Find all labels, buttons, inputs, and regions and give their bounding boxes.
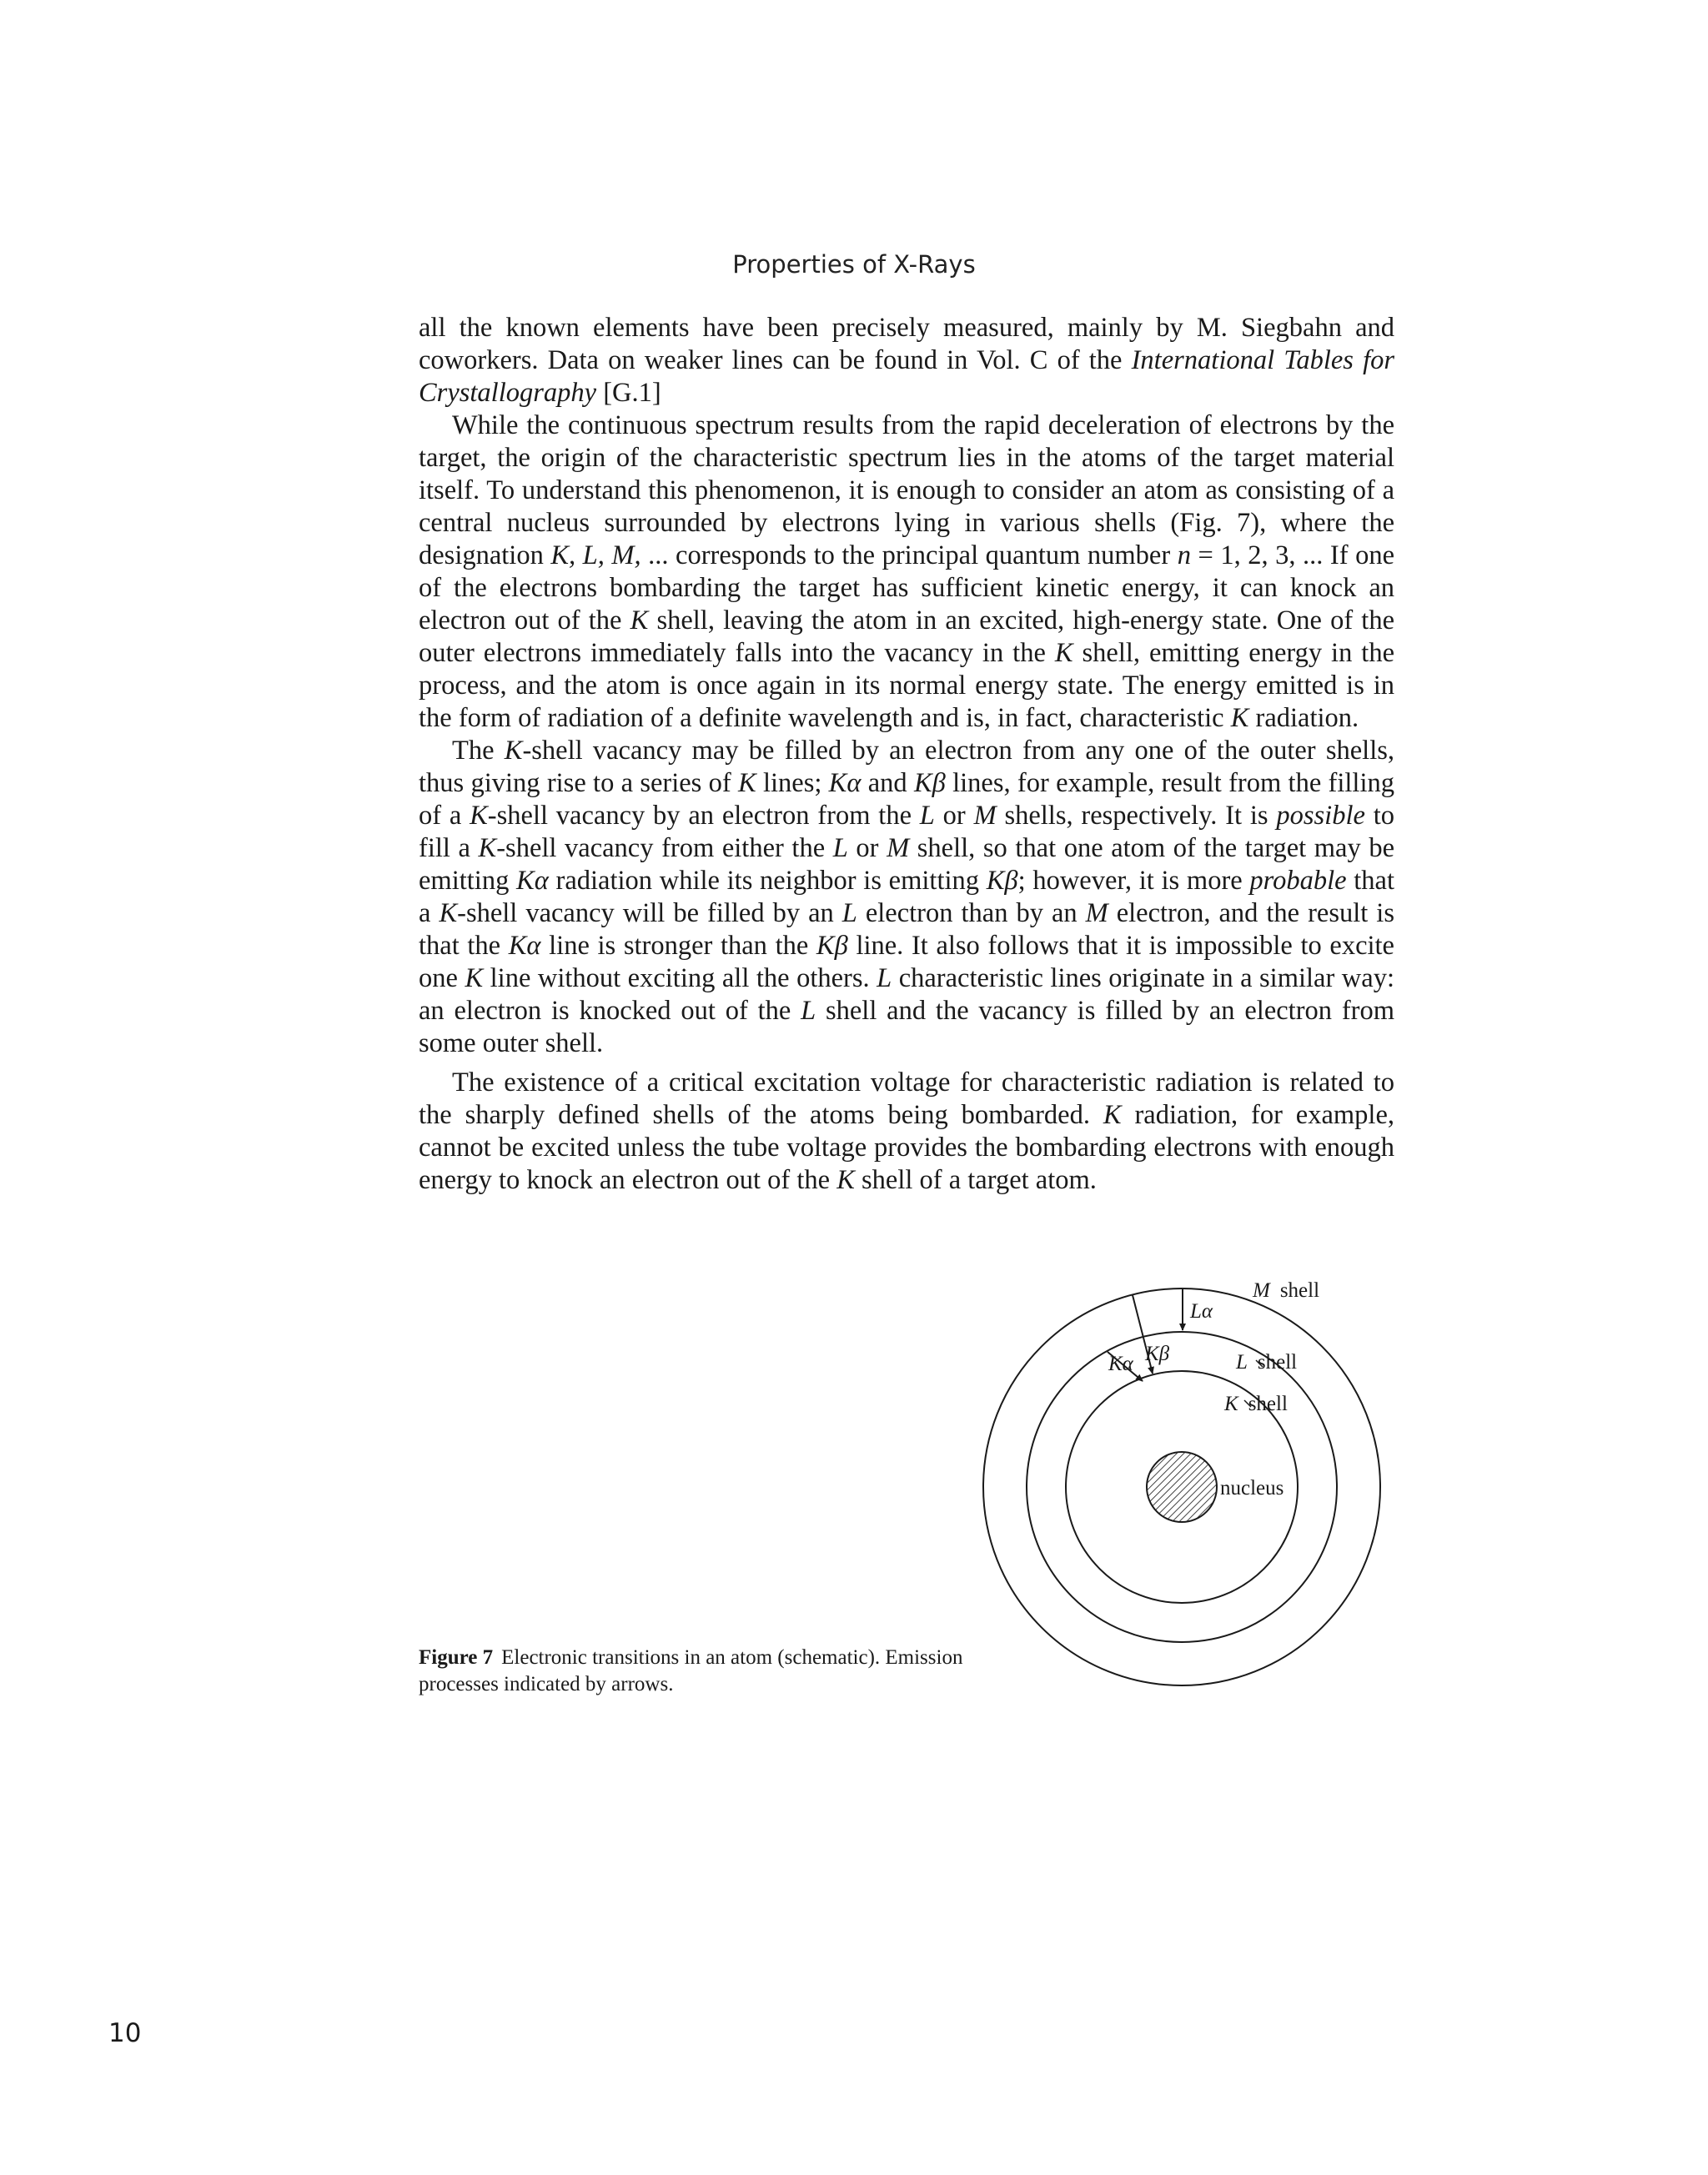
- italic-span: K: [1054, 638, 1073, 668]
- italic-span: Kα: [828, 768, 862, 798]
- italic-span: Kβ: [913, 768, 946, 798]
- paragraph-2: [419, 409, 1394, 735]
- text-span: -shell vacancy from either the: [496, 833, 833, 863]
- atom-diagram: [976, 1272, 1409, 1705]
- text-span: The existence of a critical excitation voltage for characteristic radiation is related to the sharply defined shells of the atoms being bombarded.: [419, 1067, 1394, 1130]
- italic-span: Kβ: [986, 866, 1018, 896]
- text-span: shells, respectively. It is: [996, 801, 1277, 831]
- italic-span: K: [439, 898, 458, 928]
- italic-span: Kα: [516, 866, 549, 896]
- text-span: The: [452, 736, 505, 766]
- text-span: -shell vacancy may be filled by an electron from any one of the outer shells, thus giving rise to a series of: [419, 736, 1395, 798]
- text-span: shell of a target atom.: [854, 1165, 1097, 1195]
- italic-span: n: [1177, 540, 1191, 570]
- figure-caption: [419, 1645, 986, 1698]
- italic-span: Kα: [508, 931, 541, 961]
- caption-text: Electronic transitions in an atom (schematic). Emission processes indicated by arrows.: [419, 1646, 963, 1695]
- text-span: shell, emitting energy in the process, and the atom is once again in its normal energy state. The energy emitted is in the form of radiation of a definite wavelength and is, in fact, characteristic: [419, 638, 1395, 733]
- text-span: ; however, it is more: [1017, 866, 1250, 896]
- k-alpha-label: Kα: [1108, 1353, 1133, 1375]
- italic-span: K: [630, 605, 649, 635]
- italic-span: International Tables for Crystallography: [419, 345, 1394, 408]
- text-span: line. It also follows that it is impossible to excite one: [419, 931, 1394, 993]
- text-span: ... corresponds to the principal quantum number: [640, 540, 1178, 570]
- italic-span: M: [887, 833, 910, 863]
- italic-span: K: [737, 768, 756, 798]
- italic-span: probable: [1249, 866, 1347, 896]
- italic-span: L: [801, 996, 816, 1026]
- nucleus-label: nucleus: [1220, 1477, 1284, 1499]
- italic-span: K: [470, 801, 488, 831]
- text-span: or: [934, 801, 974, 831]
- italic-span: K: [504, 736, 523, 766]
- italic-span: possible: [1276, 801, 1365, 831]
- text-span: radiation, for example, cannot be excited unless the tube voltage provides the bombarding electrons with enough energy to knock an electron out of the: [419, 1100, 1394, 1195]
- italic-span: L: [841, 898, 857, 928]
- italic-span: K, L, M,: [550, 540, 641, 570]
- italic-span: L: [877, 963, 892, 993]
- text-span: radiation.: [1248, 703, 1359, 733]
- text-span: shell and the vacancy is filled by an electron from some outer shell.: [419, 996, 1395, 1058]
- italic-span: K: [465, 963, 484, 993]
- k-shell-label: K shell: [1224, 1393, 1288, 1415]
- italic-span: L: [919, 801, 935, 831]
- text-span: -shell vacancy by an electron from the: [487, 801, 920, 831]
- text-span: = 1, 2, 3, ... If one of the electrons bombarding the target has sufficient kinetic energy, it can knock an electron out of the: [419, 540, 1394, 635]
- italic-span: L: [832, 833, 848, 863]
- text-span: lines, for example, result from the filling of a: [419, 768, 1394, 831]
- text-span: line without exciting all the others.: [483, 963, 877, 993]
- italic-span: M: [1085, 898, 1108, 928]
- text-span: to fill a: [419, 801, 1394, 863]
- atom-diagram-svg: [976, 1272, 1409, 1705]
- italic-span: K: [1230, 703, 1249, 733]
- italic-span: K: [478, 833, 497, 863]
- italic-span: Kβ: [816, 931, 848, 961]
- figure-label: Figure 7: [419, 1646, 494, 1669]
- page-number: 10: [108, 2018, 142, 2048]
- text-span: While the continuous spectrum results from the rapid deceleration of electrons by the target, the origin of the characteristic spectrum lies in the atoms of the target material itself. To understand this phenomenon, it is enough to consider an atom as consisting of a central nucleus surrounded by electrons lying in various shells (Fig. 7), where the designation: [419, 410, 1394, 570]
- text-span: shell, so that one atom of the target may be emitting: [419, 833, 1394, 896]
- text-span: and: [861, 768, 914, 798]
- paragraph-4: [419, 1067, 1394, 1197]
- text-span: line is stronger than the: [540, 931, 816, 961]
- paragraph-1: [419, 312, 1394, 409]
- paragraph-3: [419, 735, 1394, 1060]
- text-span: or: [847, 833, 887, 863]
- text-span: -shell vacancy will be filled by an: [457, 898, 842, 928]
- text-span: electron than by an: [857, 898, 1086, 928]
- text-span: [G.1]: [596, 378, 661, 408]
- running-head: Properties of X-Rays: [732, 250, 976, 279]
- italic-span: M: [973, 801, 997, 831]
- body-text: [419, 312, 1394, 1197]
- text-span: all the known elements have been precisely measured, mainly by M. Siegbahn and coworkers. Data on weaker lines can be found in Vol. C of the: [419, 313, 1394, 375]
- text-span: electron, and the result is that the: [419, 898, 1394, 961]
- text-span: lines;: [756, 768, 829, 798]
- text-span: characteristic lines originate in a similar way: an electron is knocked out of the: [419, 963, 1394, 1026]
- m-shell-label: M shell: [1253, 1279, 1320, 1302]
- l-shell-label: L shell: [1236, 1351, 1298, 1374]
- text-span: radiation while its neighbor is emitting: [548, 866, 987, 896]
- k-beta-label: Kβ: [1145, 1343, 1170, 1365]
- nucleus-circle: [1147, 1452, 1217, 1522]
- text-span: shell, leaving the atom in an excited, high-energy state. One of the outer electrons immediately falls into the vacancy in the: [419, 605, 1395, 668]
- text-span: that a: [419, 866, 1395, 928]
- l-alpha-label: Lα: [1190, 1300, 1213, 1323]
- italic-span: K: [1103, 1100, 1122, 1130]
- italic-span: K: [836, 1165, 855, 1195]
